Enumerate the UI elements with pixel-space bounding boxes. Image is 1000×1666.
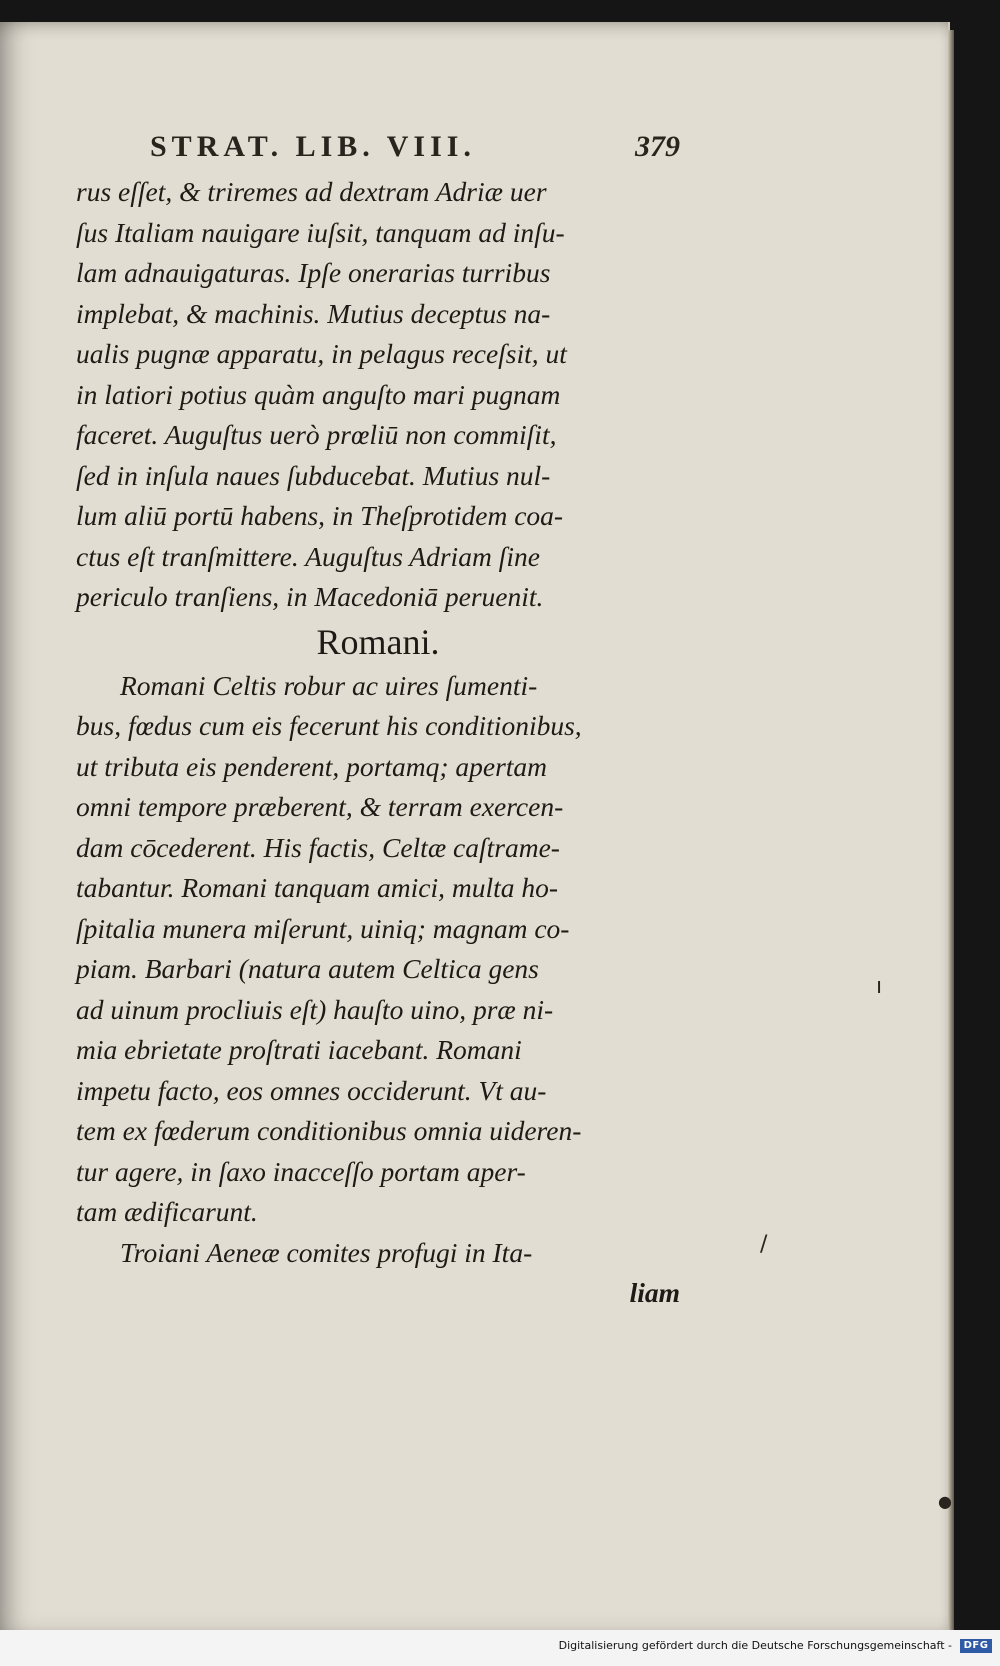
- next-section-line: Troiani Aeneæ comites profugi in Ita-: [120, 1236, 533, 1268]
- section-heading: Romani.: [316, 621, 440, 662]
- body-line: implebat, & machinis. Mutius deceptus na-: [76, 297, 551, 329]
- running-head: [150, 130, 680, 166]
- section-line: Romani Celtis robur ac uires ſumenti-: [120, 669, 538, 701]
- section-line: dam cōcederent. His factis, Celtæ caſtrame-: [76, 831, 560, 863]
- footer-credit: Digitalisierung gefördert durch die Deutsche Forschungsgemeinschaft -: [558, 1639, 952, 1652]
- body-line: lum aliū portū habens, in Theſprotidem coa-: [76, 500, 564, 531]
- ink-spot: ●: [938, 1492, 952, 1511]
- section-line: ad uinum procliuis eſt) hauſto uino, præ ni-: [76, 993, 554, 1025]
- section-line: tam ædificarunt.: [76, 1196, 258, 1227]
- section-line: omni tempore præberent, & terram exercen-: [76, 791, 564, 822]
- section-line: tabantur. Romani tanquam amici, multa ho-: [76, 872, 559, 903]
- section-line: piam. Barbari (natura autem Celtica gens: [76, 953, 539, 984]
- section-line: ſpitalia munera miſerunt, uiniq; magnam co-: [76, 912, 570, 944]
- text-block: [76, 172, 680, 1314]
- margin-mark: ı: [876, 974, 883, 999]
- body-line: periculo tranſiens, in Macedoniā peruenit.: [76, 581, 544, 612]
- body-line: in latiori potius quàm anguſto mari pugnam: [76, 378, 561, 410]
- section-line: tur agere, in ſaxo inacceſſo portam aper-: [76, 1155, 526, 1187]
- section-line: impetu facto, eos omnes occiderunt. Vt au-: [76, 1074, 547, 1106]
- running-head-title: STRAT. LIB. VIII.: [150, 130, 476, 163]
- section-line: bus, fœdus cum eis fecerunt his conditionibus,: [76, 710, 582, 741]
- body-line: ctus eſt tranſmittere. Auguſtus Adriam ſine: [76, 540, 540, 572]
- footer-bar: [0, 1630, 1000, 1666]
- section-line: ut tributa eis penderent, portamq; apertam: [76, 750, 548, 782]
- page-edge: [948, 30, 954, 1630]
- body-line: rus eſſet, & triremes ad dextram Adriæ uer: [76, 176, 547, 207]
- catchword: liam: [629, 1277, 680, 1308]
- page-number: 379: [635, 130, 680, 163]
- body-line: lam adnauigaturas. Ipſe onerarias turribus: [76, 257, 551, 288]
- margin-mark: /: [760, 1232, 768, 1257]
- body-line: ualis pugnæ apparatu, in pelagus receſsit, ut: [76, 338, 567, 369]
- section-line: mia ebrietate proſtrati iacebant. Romani: [76, 1034, 522, 1065]
- section-line: tem ex fœderum conditionibus omnia uideren-: [76, 1115, 582, 1146]
- body-line: ſed in inſula naues ſubducebat. Mutius nul-: [76, 459, 551, 491]
- dfg-logo: DFG: [960, 1639, 992, 1653]
- body-line: ſus Italiam nauigare iuſsit, tanquam ad inſu-: [76, 216, 565, 248]
- body-line: faceret. Auguſtus uerò prœliū non commiſit,: [76, 419, 557, 450]
